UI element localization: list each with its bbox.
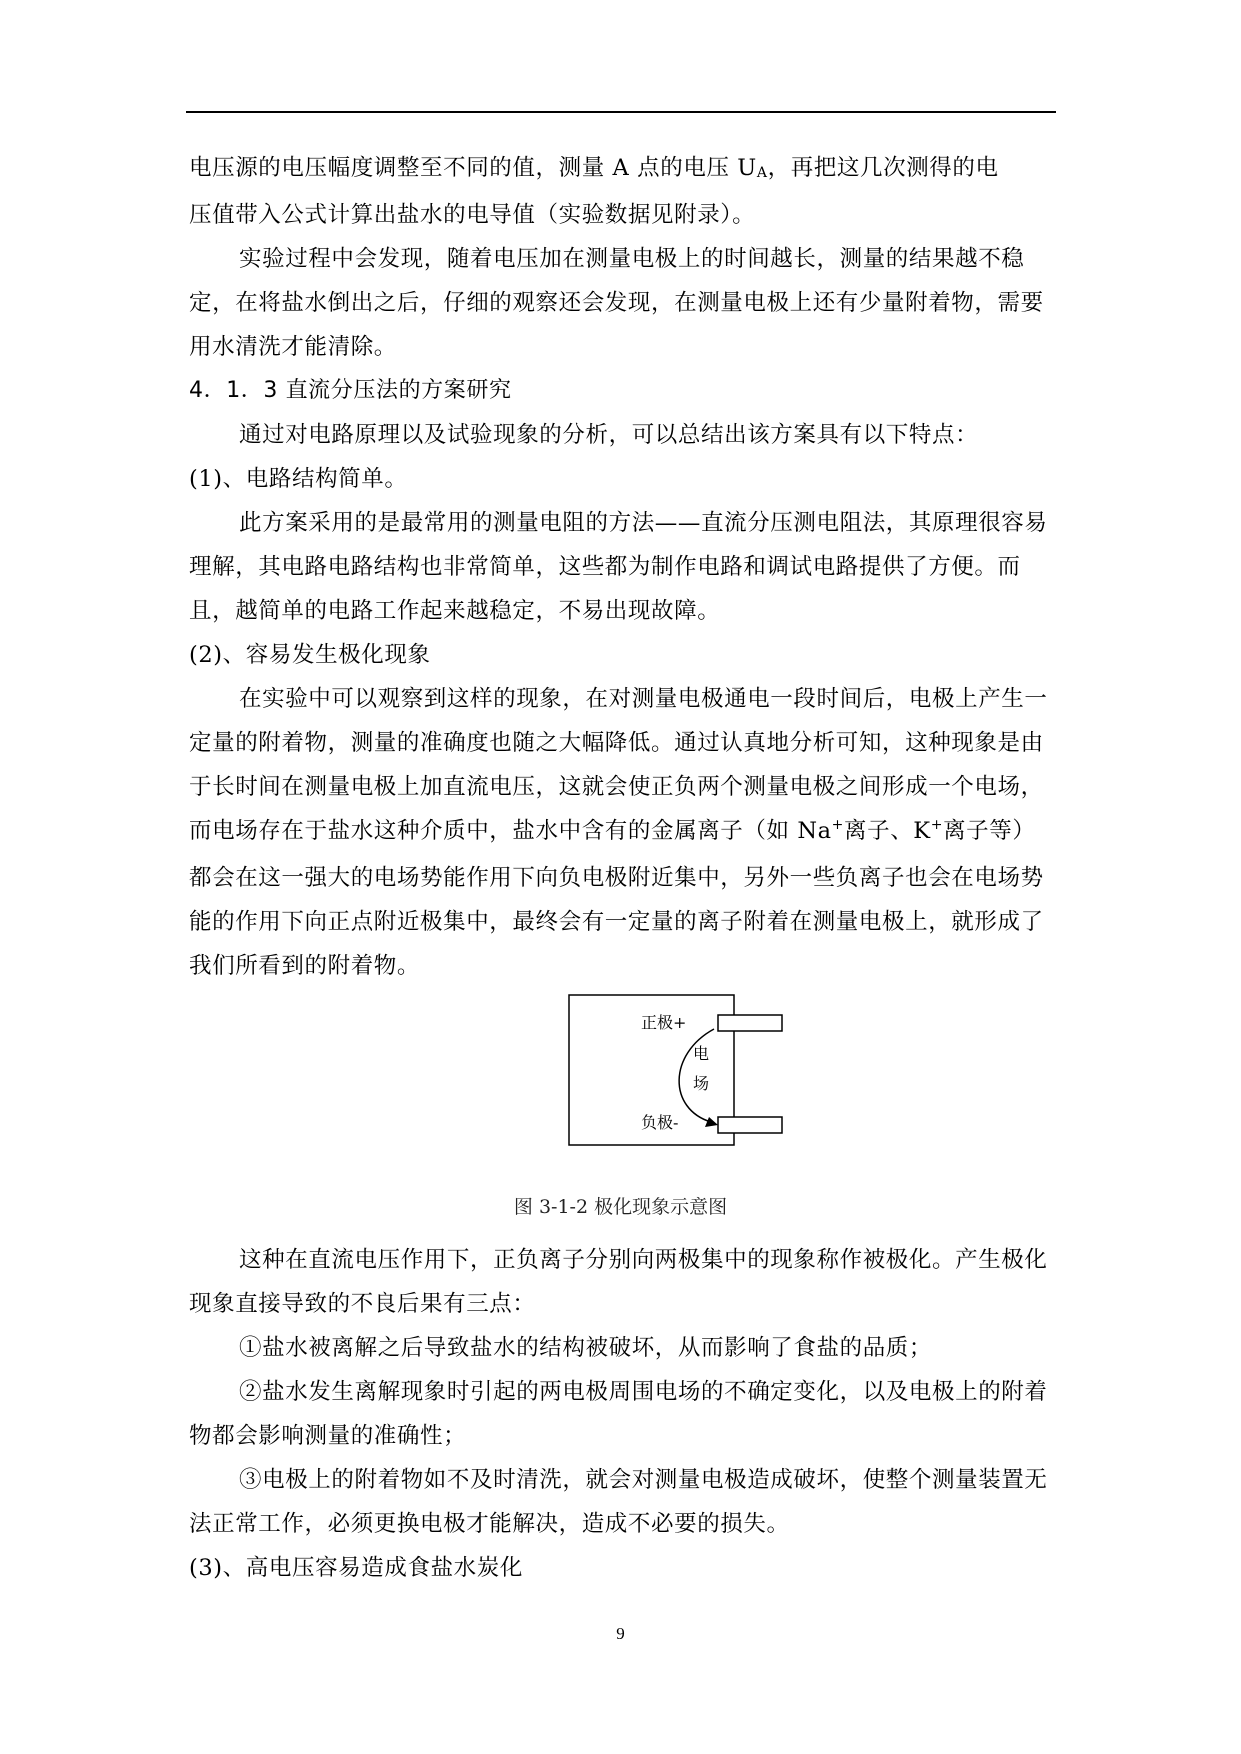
item2-body xyxy=(189,677,1053,988)
superscript-plus-k: + xyxy=(930,817,944,833)
superscript-plus-na: + xyxy=(831,817,844,833)
paragraph-instability: 实验过程中会发现，随着电压加在测量电极上的时间越长，测量的结果越不稳定，在将盐水倒出之后，仔细的观察还会发现，在测量电极上还有少量附着物，需要用水清洗才能清除。 xyxy=(189,246,1044,360)
polarization-diagram xyxy=(568,994,798,1164)
label-field-1: 电 xyxy=(693,1044,710,1063)
para1-line1-b: ，再把这几次测得的电 xyxy=(767,155,999,181)
paragraph-features-intro: 通过对电路原理以及试验现象的分析，可以总结出该方案具有以下特点： xyxy=(239,422,979,448)
body-text-bottom xyxy=(189,1238,1053,1590)
figure-caption: 图 3-1-2 极化现象示意图 xyxy=(513,1196,728,1218)
positive-electrode xyxy=(718,1015,782,1031)
header-rule xyxy=(186,111,1056,113)
consequence-1: ①盐水被离解之后导致盐水的结构被破坏，从而影响了食盐的品质； xyxy=(239,1335,933,1361)
item2-body-b: 离子、K xyxy=(844,818,931,844)
negative-electrode xyxy=(718,1117,782,1133)
item1-title: (1)、电路结构简单。 xyxy=(189,466,408,492)
para1-line1-a: 电压源的电压幅度调整至不同的值，测量 A 点的电压 U xyxy=(189,155,757,181)
consequence-2: ②盐水发生离解现象时引起的两电极周围电场的不确定变化，以及电极上的附着物都会影响测量的准确性； xyxy=(189,1379,1048,1449)
body-text-top xyxy=(189,146,1053,988)
para1-line2: 压值带入公式计算出盐水的电导值（实验数据见附录）。 xyxy=(189,202,756,228)
item2-body-c: 离子等）都会在这一强大的电场势能作用下向负电极附近集中，另外一些负离子也会在电场势能的作用下向正点附近极集中，最终会有一定量的离子附着在测量电极上，就形成了我们所看到的附着物。 xyxy=(189,818,1044,979)
label-positive: 正极+ xyxy=(641,1013,687,1032)
label-field-2: 场 xyxy=(693,1074,710,1093)
item3-title: (3)、高电压容易造成食盐水炭化 xyxy=(189,1555,523,1581)
paragraph-voltage-adjust xyxy=(189,146,1053,237)
page-number: 9 xyxy=(616,1624,625,1643)
label-negative: 负极- xyxy=(641,1113,679,1132)
consequence-3: ③电极上的附着物如不及时清洗，就会对测量电极造成破坏，使整个测量装置无法正常工作，必须更换电极才能解决，造成不必要的损失。 xyxy=(189,1467,1048,1537)
paragraph-polarization-def: 这种在直流电压作用下，正负离子分别向两极集中的现象称作被极化。产生极化现象直接导致的不良后果有三点： xyxy=(189,1247,1048,1317)
item2-title: (2)、容易发生极化现象 xyxy=(189,642,431,668)
item2-body-a: 在实验中可以观察到这样的现象，在对测量电极通电一段时间后，电极上产生一定量的附着物，测量的准确度也随之大幅降低。通过认真地分析可知，这种现象是由于长时间在测量电极上加直流电压，这就会使正负两个测量电极之间形成一个电场，而电场存在于盐水这种介质中，盐水中含有的金属离子（如 Na xyxy=(189,686,1048,844)
item1-body: 此方案采用的是最常用的测量电阻的方法——直流分压测电阻法，其原理很容易理解，其电路电路结构也非常简单，这些都为制作电路和调试电路提供了方便。而且，越简单的电路工作起来越稳定，不易出现故障。 xyxy=(189,510,1048,624)
arrowhead-icon xyxy=(705,1117,718,1127)
section-heading: 4．1．3 直流分压法的方案研究 xyxy=(189,378,512,403)
subscript-a: A xyxy=(756,165,768,181)
